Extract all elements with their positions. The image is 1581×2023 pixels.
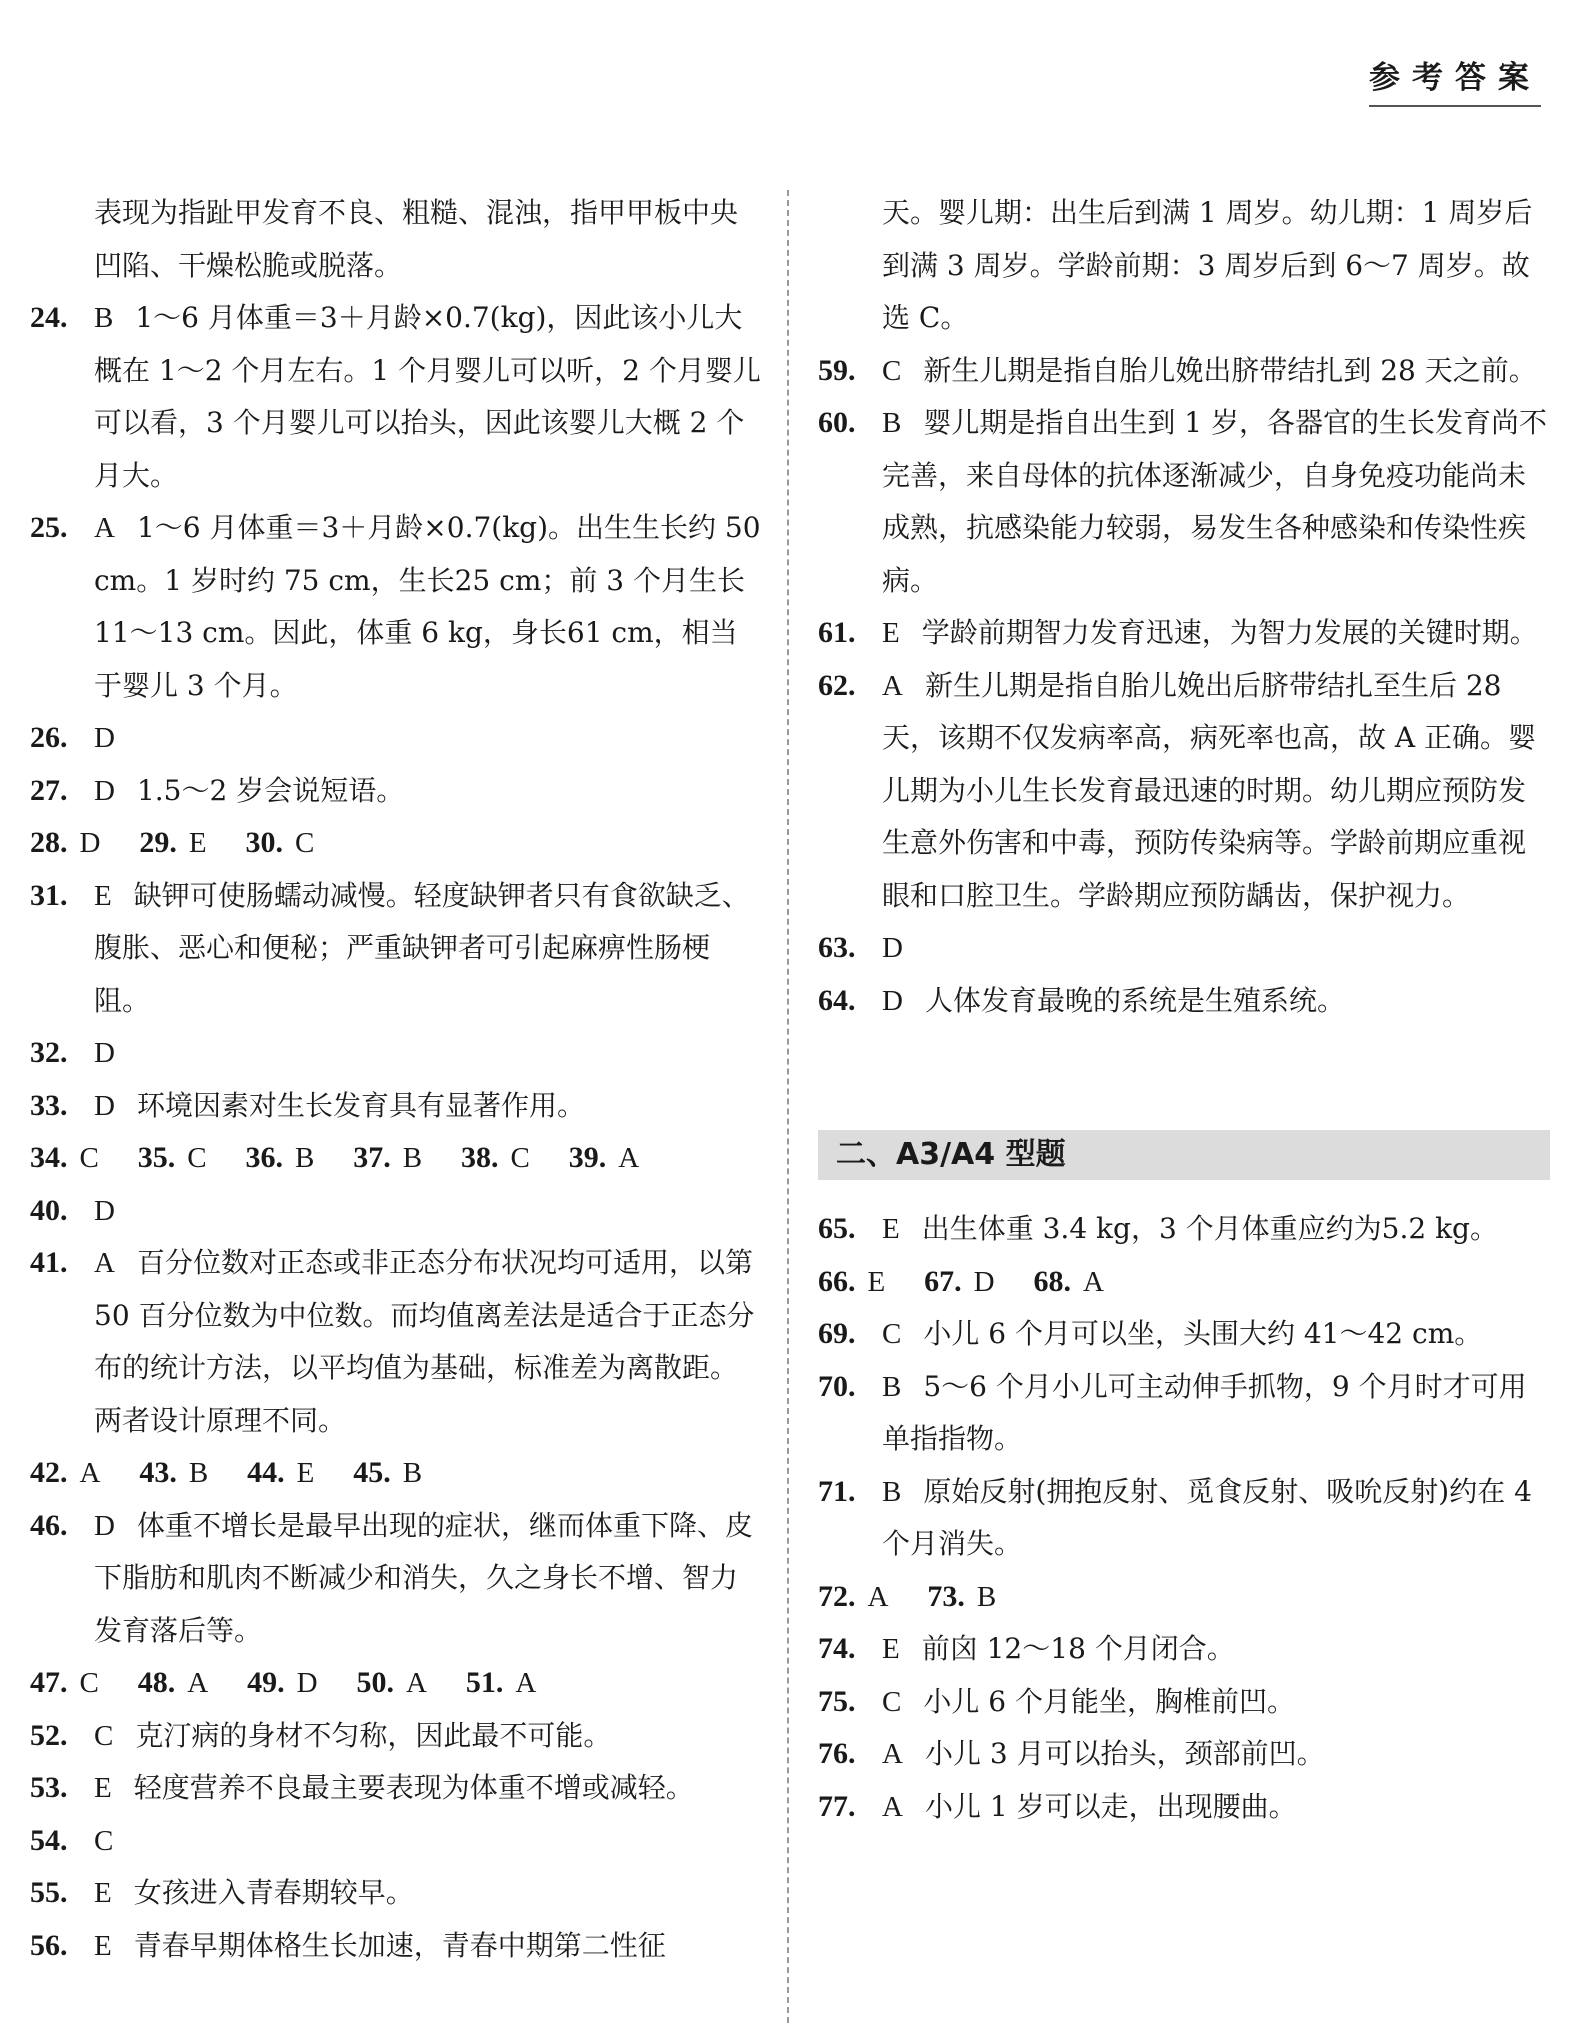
question-number: 31.	[30, 878, 68, 912]
answer-item	[818, 1623, 1550, 1676]
answer-group-row	[30, 1132, 762, 1185]
answer-item	[138, 1666, 208, 1699]
answer-explanation: 1.5～2 岁会说短语。	[136, 773, 405, 807]
answer-letter: C	[510, 1142, 530, 1174]
question-number: 35.	[137, 1141, 176, 1174]
answer-letter: A	[882, 1790, 903, 1823]
answer-letter: D	[973, 1265, 995, 1298]
answer-item	[569, 1141, 639, 1174]
question-number: 36.	[245, 1141, 283, 1174]
answer-explanation: 新生儿期是指自胎儿娩出后脐带结扎至生后 28 天，该期不仅发病率高，病死率也高，故 A 正确。婴儿期为小儿生长发育最迅速的时期。幼儿期应预防发生意外伤害和中毒，预防传染病等。学龄前期应重视眼和口腔卫生。学龄期应预防龋齿，保护视力。	[882, 668, 1537, 912]
question-number: 76.	[818, 1737, 856, 1770]
answer-explanation: 体重不增长是最早出现的症状，继而体重下降、皮下脂肪和肌肉不断减少和消失，久之身长不增、智力发育落后等。	[94, 1508, 753, 1647]
answer-item	[30, 870, 762, 1028]
answer-letter: C	[79, 1667, 99, 1699]
answer-explanation: 人体发育最晚的系统是生殖系统。	[924, 983, 1345, 1017]
answer-letter: A	[618, 1142, 640, 1174]
question-number: 40.	[30, 1193, 68, 1227]
answer-group-row	[30, 1657, 762, 1710]
question-number: 75.	[818, 1684, 856, 1718]
answer-letter: B	[882, 1475, 902, 1508]
answer-explanation: 轻度营养不良最主要表现为体重不增或减轻。	[133, 1771, 694, 1804]
answer-letter: A	[187, 1667, 209, 1699]
answer-item	[246, 1141, 315, 1174]
answer-explanation: 小儿 6 个月可以坐，头围大约 41～42 cm。	[923, 1317, 1483, 1350]
answer-letter: C	[187, 1142, 207, 1174]
question-number: 66.	[818, 1264, 856, 1298]
answer-letter: B	[976, 1580, 997, 1613]
question-number: 34.	[30, 1141, 68, 1174]
left-column	[30, 187, 762, 1972]
question-number: 51.	[465, 1666, 504, 1699]
answer-item	[353, 1141, 422, 1174]
question-number: 47.	[30, 1666, 68, 1699]
question-number: 61.	[818, 616, 856, 649]
answer-letter: C	[94, 1719, 114, 1752]
answer-explanation: 新生儿期是指自胎儿娩出脐带结扎到 28 天之前。	[923, 353, 1537, 387]
answer-item	[818, 1781, 1550, 1834]
question-number: 53.	[30, 1771, 68, 1804]
question-number: 54.	[30, 1823, 68, 1857]
answer-letter: D	[94, 774, 115, 807]
answer-explanation: 1～6 月体重＝3＋月龄×0.7(kg)，因此该小儿大概在 1～2 个月左右。1 个月婴儿可以听，2 个月婴儿可以看，3 个月婴儿可以抬头，因此该婴儿大概 2 个月大。	[94, 301, 761, 492]
answer-item	[138, 1141, 207, 1174]
answer-item	[30, 1456, 100, 1489]
question-number: 38.	[461, 1141, 499, 1174]
answer-letter: B	[94, 302, 114, 334]
answer-item	[30, 1666, 99, 1699]
answer-item	[30, 826, 100, 859]
question-number: 39.	[568, 1141, 607, 1174]
page-header-title: 参考答案	[1369, 52, 1541, 107]
answer-explanation: 婴儿期是指自出生到 1 岁，各器官的生长发育尚不完善，来自母体的抗体逐渐减少，自身免疫功能尚未成熟，抗感染能力较弱，易发生各种感染和传染性疾病。	[882, 406, 1547, 597]
answer-letter: C	[882, 354, 902, 387]
question-number: 72.	[818, 1579, 856, 1613]
answer-group-row	[818, 1571, 1550, 1624]
answer-letter: C	[79, 1142, 99, 1174]
question-number: 59.	[818, 353, 856, 387]
answer-item	[461, 1141, 530, 1174]
answer-item	[30, 712, 762, 765]
question-number: 37.	[353, 1141, 391, 1174]
answer-item	[30, 1500, 762, 1658]
answer-item	[818, 1265, 885, 1298]
answer-item	[30, 1185, 762, 1238]
answer-item	[818, 607, 1550, 660]
question-number: 64.	[818, 983, 856, 1017]
answer-letter: B	[402, 1457, 423, 1489]
answer-item	[818, 1728, 1550, 1781]
answer-item	[466, 1666, 536, 1699]
answer-item	[30, 1080, 762, 1133]
answer-letter: C	[94, 1824, 114, 1857]
answer-item	[818, 345, 1550, 398]
question-number: 73.	[927, 1579, 965, 1613]
question-number: 77.	[818, 1789, 856, 1823]
answer-item	[924, 1265, 994, 1298]
question-number: 52.	[30, 1718, 68, 1752]
answer-letter: B	[188, 1457, 209, 1489]
answer-letter: E	[94, 1877, 112, 1909]
answer-explanation: 小儿 3 月可以抬头，颈部前凹。	[924, 1737, 1325, 1770]
answer-explanation: 1～6 月体重＝3＋月龄×0.7(kg)。出生生长约 50 cm。1 岁时约 75 cm，生长25 cm；前 3 个月生长 11～13 cm。因此，体重 6 kg，身长61 cm，相当于婴儿 3 个月。	[94, 511, 761, 702]
question-number: 67.	[924, 1264, 962, 1298]
answer-item	[30, 1237, 762, 1447]
answer-letter: E	[882, 1213, 900, 1245]
answer-item	[30, 1141, 99, 1174]
answer-letter: E	[94, 1772, 112, 1804]
question-number: 30.	[245, 826, 283, 859]
answer-letter: E	[188, 827, 207, 859]
question-number: 43.	[139, 1456, 177, 1489]
answer-letter: B	[295, 1142, 315, 1174]
question-number: 69.	[818, 1317, 856, 1350]
answer-letter: A	[405, 1667, 427, 1699]
answer-letter: A	[79, 1457, 101, 1489]
answer-letter: A	[867, 1580, 889, 1613]
answer-letter: E	[94, 1929, 112, 1962]
answer-letter: C	[882, 1685, 902, 1718]
answer-item	[818, 1361, 1550, 1466]
answer-item	[818, 1580, 888, 1613]
answer-letter: D	[882, 984, 903, 1017]
answer-item	[245, 826, 314, 859]
question-number: 25.	[30, 511, 68, 544]
question-number: 29.	[139, 826, 177, 859]
answer-letter: E	[882, 1633, 900, 1665]
answer-explanation: 前囟 12～18 个月闭合。	[921, 1632, 1235, 1665]
answer-item	[818, 1308, 1550, 1361]
question-number: 42.	[30, 1456, 68, 1489]
question-number: 74.	[818, 1632, 856, 1665]
answer-letter: B	[882, 407, 902, 439]
answer-item	[247, 1666, 317, 1699]
answer-item	[30, 502, 762, 712]
answer-letter: A	[1082, 1265, 1104, 1298]
answer-letter: E	[882, 617, 900, 649]
answer-letter: D	[94, 722, 115, 754]
answer-letter: C	[882, 1318, 902, 1350]
answer-letter: A	[515, 1667, 537, 1699]
answer-explanation: 学龄前期智力发育迅速，为智力发展的关键时期。	[921, 616, 1538, 649]
question-number: 48.	[137, 1666, 176, 1699]
answer-explanation: 5～6 个月小儿可主动伸手抓物，9 个月时才可用单指指物。	[882, 1369, 1527, 1455]
answer-item	[139, 1456, 208, 1489]
section-heading: 二、A3/A4 型题	[818, 1130, 1550, 1180]
question-number: 45.	[353, 1456, 391, 1489]
answer-letter: C	[294, 827, 315, 859]
answer-letter: A	[94, 1247, 115, 1279]
answer-item	[30, 765, 762, 818]
answer-letter: D	[94, 1509, 115, 1542]
question-number: 26.	[30, 721, 68, 754]
answer-item	[927, 1580, 996, 1613]
answer-letter: D	[94, 1194, 115, 1227]
answer-letter: E	[296, 1457, 315, 1489]
answer-letter: A	[882, 1738, 903, 1770]
question-number: 56.	[30, 1928, 68, 1962]
answer-continuation: 表现为指趾甲发育不良、粗糙、混浊，指甲甲板中央凹陷、干燥松脆或脱落。	[94, 196, 739, 282]
question-number: 44.	[247, 1456, 285, 1489]
question-number: 70.	[818, 1369, 856, 1403]
question-number: 32.	[30, 1036, 68, 1069]
question-number: 28.	[30, 826, 68, 859]
answer-item	[30, 292, 762, 502]
answer-explanation: 女孩进入青春期较早。	[133, 1876, 414, 1909]
question-number: 49.	[247, 1666, 285, 1699]
answer-explanation: 出生体重 3.4 kg，3 个月体重应约为5.2 kg。	[921, 1212, 1498, 1245]
answer-group-row	[30, 1447, 762, 1500]
column-divider	[787, 190, 789, 2023]
answer-item	[30, 1815, 762, 1868]
answer-item	[30, 1762, 762, 1815]
answer-group-row	[818, 1256, 1550, 1309]
answer-letter: B	[402, 1142, 423, 1174]
answer-item	[818, 922, 1550, 975]
answer-letter: D	[94, 1089, 115, 1122]
answer-item	[818, 660, 1550, 923]
answer-item	[30, 1920, 762, 1973]
question-number: 60.	[818, 406, 856, 439]
answer-explanation: 环境因素对生长发育具有显著作用。	[136, 1088, 585, 1122]
answer-letter: E	[94, 879, 112, 912]
answer-explanation: 小儿 1 岁可以走，出现腰曲。	[924, 1789, 1297, 1823]
answer-item	[818, 397, 1550, 607]
answer-explanation: 百分位数对正态或非正态分布状况均可适用，以第 50 百分位数为中位数。而均值离差法是适合于正态分布的统计方法，以平均值为基础，标准差为离散距。两者设计原理不同。	[94, 1246, 755, 1437]
answer-item	[818, 975, 1550, 1028]
answer-explanation: 原始反射(拥抱反射、觅食反射、吸吮反射)约在 4 个月消失。	[882, 1474, 1532, 1560]
answer-explanation: 缺钾可使肠蠕动减慢。轻度缺钾者只有食欲缺乏、腹胀、恶心和便秘；严重缺钾者可引起麻痹性肠梗阻。	[94, 878, 750, 1017]
question-number: 65.	[818, 1212, 856, 1245]
answer-letter: D	[296, 1667, 318, 1699]
answer-explanation: 青春早期体格生长加速，青春中期第二性征	[133, 1928, 666, 1962]
question-number: 24.	[30, 301, 68, 334]
question-number: 71.	[818, 1474, 856, 1508]
answer-letter: D	[79, 827, 101, 859]
answer-item	[139, 826, 206, 859]
question-number: 27.	[30, 773, 68, 807]
answer-item	[30, 1027, 762, 1080]
question-number: 33.	[30, 1088, 68, 1122]
answer-letter: B	[882, 1370, 902, 1403]
question-number: 68.	[1033, 1264, 1071, 1298]
question-number: 55.	[30, 1876, 68, 1909]
answer-group-row	[30, 817, 762, 870]
question-number: 41.	[30, 1246, 68, 1279]
question-number: 46.	[30, 1508, 68, 1542]
answer-explanation: 小儿 6 个月能坐，胸椎前凹。	[923, 1684, 1295, 1718]
answer-continuation: 天。婴儿期：出生后到满 1 周岁。幼儿期：1 周岁后到满 3 周岁。学龄前期：3 周岁后到 6～7 周岁。故选 C。	[882, 196, 1533, 334]
answer-letter: E	[867, 1265, 886, 1298]
question-number: 50.	[356, 1666, 394, 1699]
answer-item	[30, 1710, 762, 1763]
answer-item	[818, 1203, 1550, 1256]
answer-letter: A	[882, 669, 903, 702]
answer-item	[356, 1666, 426, 1699]
answer-item	[353, 1456, 422, 1489]
answer-letter: A	[94, 512, 115, 544]
answer-item	[30, 1867, 762, 1920]
answer-item	[818, 1466, 1550, 1571]
question-number: 63.	[818, 931, 856, 964]
answer-letter: D	[94, 1037, 115, 1069]
answer-explanation: 克汀病的身材不匀称，因此最不可能。	[135, 1718, 612, 1752]
answer-item	[1033, 1265, 1103, 1298]
answer-item	[247, 1456, 314, 1489]
question-number: 62.	[818, 668, 856, 702]
answer-letter: D	[882, 932, 903, 964]
answer-item	[818, 1676, 1550, 1729]
right-column	[818, 187, 1550, 1833]
